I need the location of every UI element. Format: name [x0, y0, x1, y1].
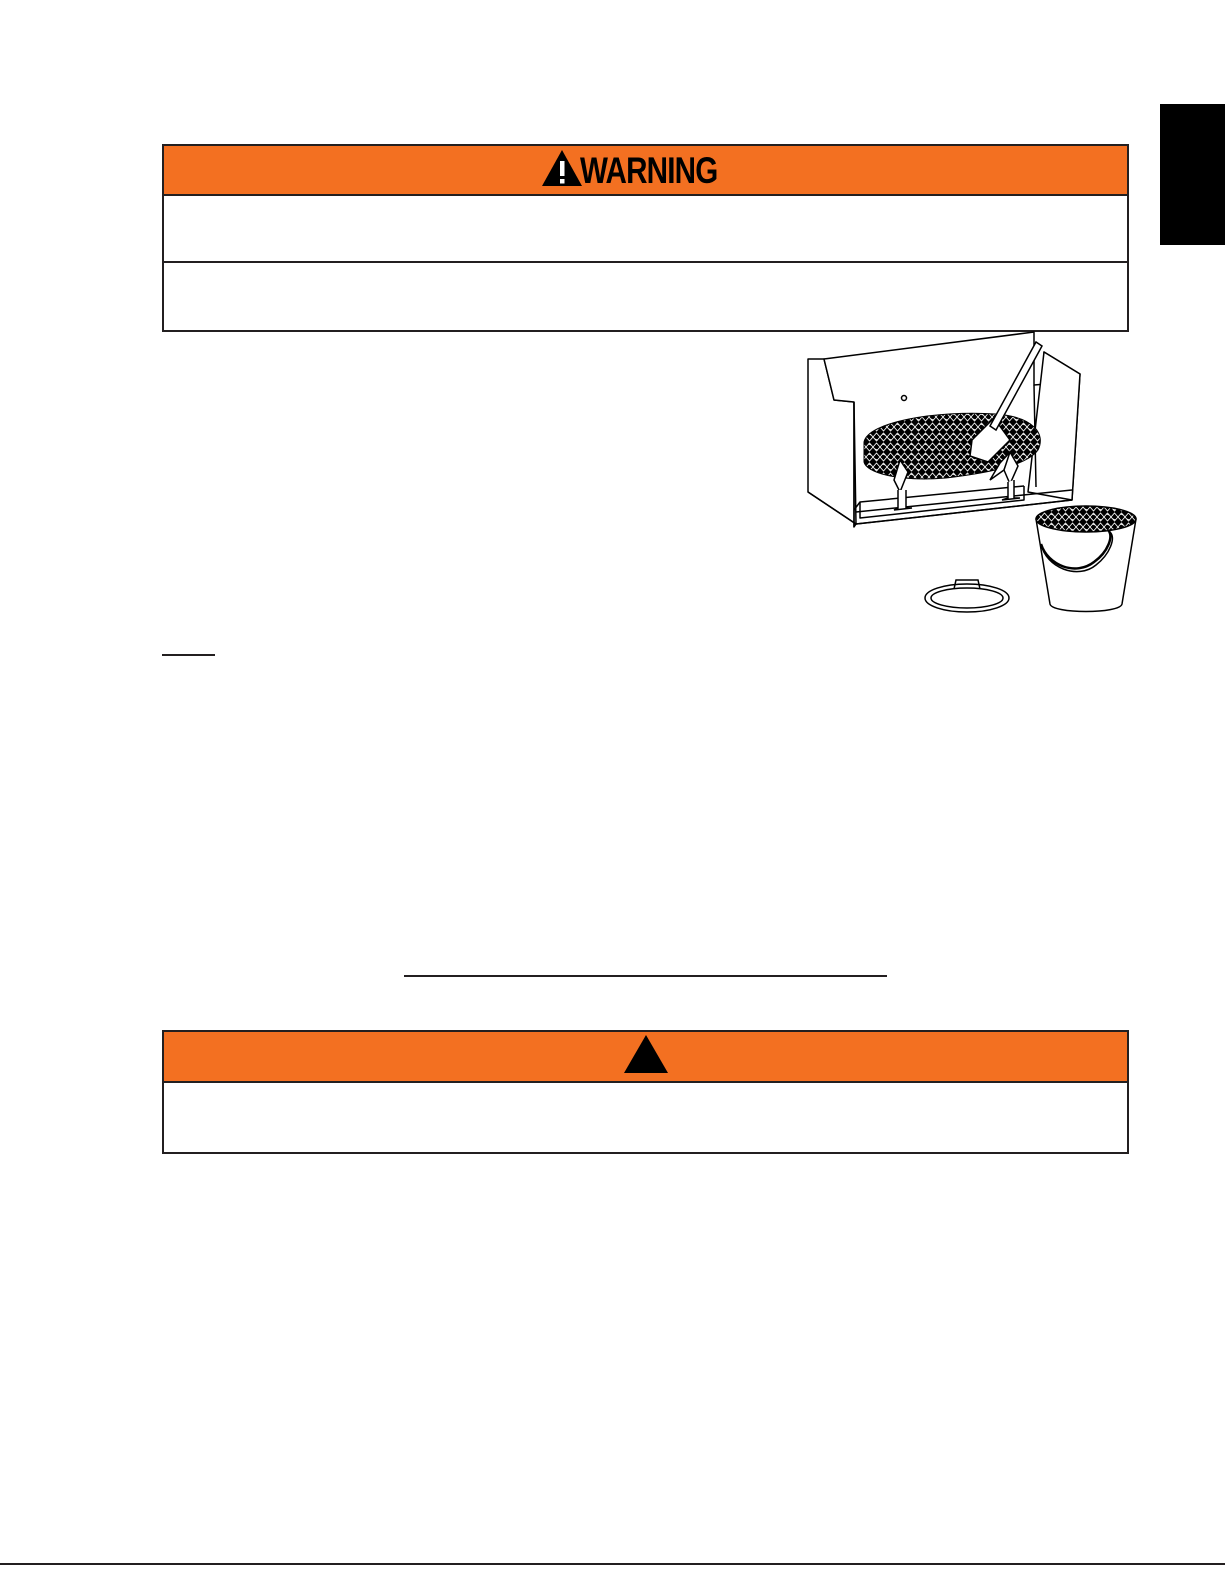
warning-box-top — [162, 144, 1129, 332]
fireplace-ash-removal-illustration — [796, 322, 1146, 618]
warning-row-1 — [164, 196, 1127, 263]
warning-triangle-icon — [622, 1033, 670, 1080]
warning-header — [164, 146, 1127, 196]
warning-triangle-icon — [540, 148, 584, 193]
warning-box-bottom — [162, 1030, 1129, 1154]
warning-title: WARNING — [579, 149, 718, 191]
warning-row-1 — [164, 1083, 1127, 1154]
warning-row-2 — [164, 263, 1127, 328]
note-underline — [162, 654, 215, 656]
footer-rule — [0, 1563, 1225, 1565]
section-tab — [1160, 104, 1225, 245]
section-divider — [404, 975, 887, 977]
warning-header — [164, 1032, 1127, 1083]
